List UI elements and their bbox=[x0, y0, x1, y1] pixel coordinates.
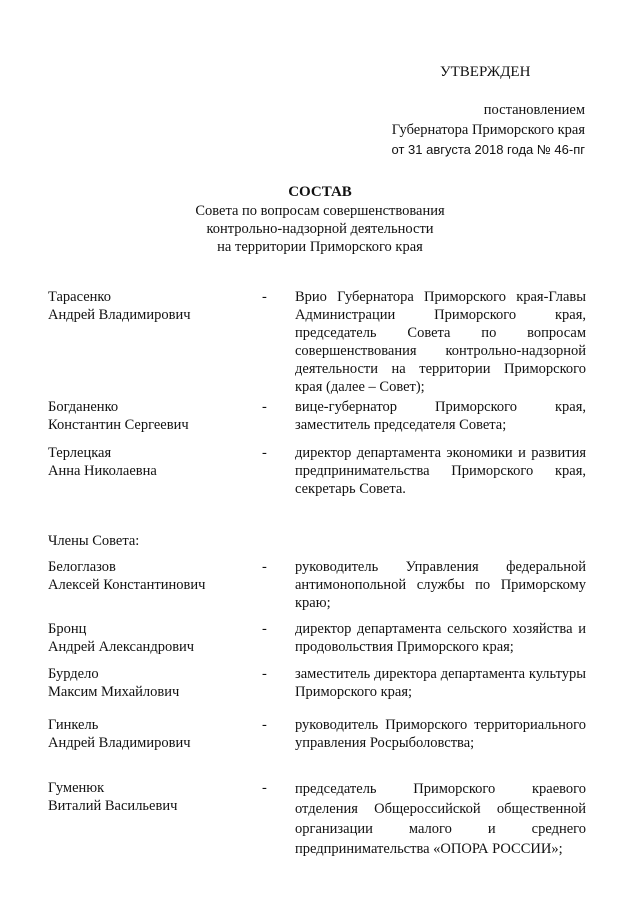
dash-separator: - bbox=[262, 666, 267, 682]
dash-separator: - bbox=[262, 289, 267, 305]
member-given-name: Алексей Константинович bbox=[48, 577, 206, 593]
member-role: председатель Приморского краевого отделения Общероссийской общественной организации малого и среднего предпринимательства «ОПОРА РОССИИ»; bbox=[295, 781, 586, 857]
member-surname: Богданенко bbox=[48, 399, 119, 415]
member-given-name: Андрей Александрович bbox=[48, 639, 195, 655]
member-given-name: Андрей Владимирович bbox=[48, 307, 191, 323]
member-surname: Терлецкая bbox=[48, 445, 112, 461]
approved-stamp: УТВЕРЖДЕН bbox=[440, 64, 531, 80]
member-name bbox=[48, 558, 248, 594]
title-main: СОСТАВ bbox=[288, 184, 352, 200]
dash-separator: - bbox=[262, 780, 267, 796]
member-role: директор департамента экономики и развития предпринимательства Приморского края, секретарь Совета. bbox=[295, 445, 586, 497]
member-surname: Белоглазов bbox=[48, 559, 116, 575]
member-name bbox=[48, 665, 248, 701]
decree-line-1: постановлением bbox=[483, 102, 585, 118]
member-given-name: Андрей Владимирович bbox=[48, 735, 191, 751]
member-given-name: Виталий Васильевич bbox=[48, 798, 178, 814]
members-heading: Члены Совета: bbox=[48, 533, 140, 549]
member-given-name: Максим Михайлович bbox=[48, 684, 180, 700]
decree-block bbox=[392, 100, 585, 160]
dash-separator: - bbox=[262, 717, 267, 733]
member-role: руководитель Управления федеральной антимонопольной службы по Приморскому краю; bbox=[295, 559, 586, 611]
dash-separator: - bbox=[262, 399, 267, 415]
dash-separator: - bbox=[262, 621, 267, 637]
member-name bbox=[48, 444, 248, 480]
member-given-name: Константин Сергеевич bbox=[48, 417, 189, 433]
member-role: заместитель директора департамента культуры Приморского края; bbox=[295, 666, 586, 700]
decree-line-2: Губернатора Приморского края bbox=[391, 122, 585, 138]
member-name bbox=[48, 288, 248, 324]
member-surname: Гуменюк bbox=[48, 780, 105, 796]
title-line-2: контрольно-надзорной деятельности bbox=[206, 221, 434, 237]
member-role: Врио Губернатора Приморского края-Главы Администрации Приморского края, председатель Совета по вопросам совершенствования контрольно-надзорной деятельности на территории Приморского края (далее – Совет); bbox=[295, 289, 586, 395]
title-line-3: на территории Приморского края bbox=[217, 239, 423, 255]
member-name bbox=[48, 716, 248, 752]
dash-separator: - bbox=[262, 559, 267, 575]
decree-date: от 31 августа 2018 года № 46-пг bbox=[391, 142, 585, 157]
member-role: вице-губернатор Приморского края, заместитель председателя Совета; bbox=[295, 399, 586, 433]
member-surname: Тарасенко bbox=[48, 289, 111, 305]
member-name bbox=[48, 398, 248, 434]
document-title bbox=[0, 183, 640, 256]
member-surname: Гинкель bbox=[48, 717, 99, 733]
member-role: руководитель Приморского территориального управления Росрыболовства; bbox=[295, 717, 586, 751]
member-name bbox=[48, 779, 248, 815]
member-role: директор департамента сельского хозяйства и продовольствия Приморского края; bbox=[295, 621, 586, 655]
member-name bbox=[48, 620, 248, 656]
title-line-1: Совета по вопросам совершенствования bbox=[195, 203, 445, 219]
member-given-name: Анна Николаевна bbox=[48, 463, 157, 479]
member-surname: Бронц bbox=[48, 621, 87, 637]
dash-separator: - bbox=[262, 445, 267, 461]
member-surname: Бурдело bbox=[48, 666, 99, 682]
